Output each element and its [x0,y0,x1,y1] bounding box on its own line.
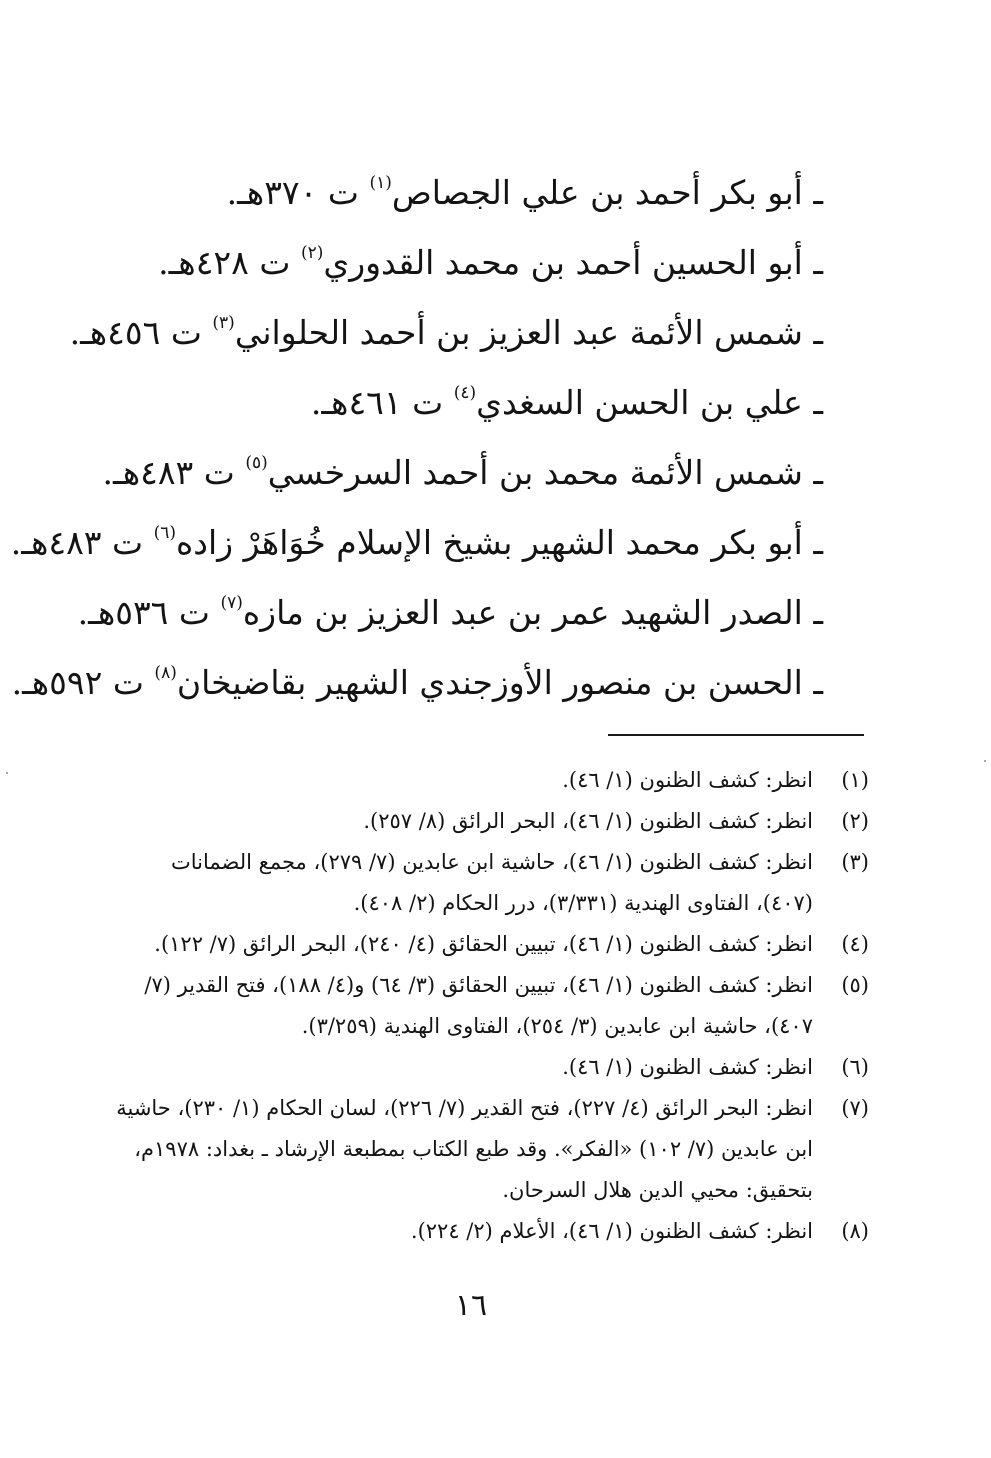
scholar-entry [77,578,823,648]
footnote-number: (١) [841,768,869,792]
scholar-entry [10,508,823,578]
scan-speck [6,772,8,774]
scholar-entry [123,228,823,298]
footnote-text: انظر: كشف الظنون (١/ ٤٦). [562,1055,813,1079]
scholar-name: ـ شمس الأئمة عبد العزيز بن أحمد الحلواني [234,313,823,352]
footnote-text: انظر: كشف الظنون (١/ ٤٦)، الأعلام (٢/ ٢٢٤). [410,1219,813,1243]
scholar-entry [123,158,823,228]
footnote-number: (٢) [841,809,869,833]
footnote-ref: (٨) [154,663,177,683]
footnotes-list [114,760,869,1252]
footnote-separator [608,734,864,736]
scholar-entry [123,368,823,438]
footnote-number: (٨) [841,1219,869,1243]
footnote-ref: (٣) [212,313,235,333]
scholars-list [10,158,823,718]
footnote-ref: (٢) [300,243,324,263]
scholar-name: ـ علي بن الحسن السغدي [476,383,823,422]
footnote-number: (٣) [841,850,869,874]
death-date: ت ٤٢٨هـ. [158,243,291,282]
footnote-text: انظر: البحر الرائق (٤/ ٢٢٧)، فتح القدير (٧/ ٢٢٦)، لسان الحكام (١/ ٢٣٠)، حاشية ابن عابدين (٧/ ١٠٢) «الفكر». وقد طبع الكتاب بمطبعة الإرشاد ـ بغداد: ١٩٧٨م، بتحقيق: محيي الدين هلال السرحان. [116,1096,813,1202]
death-date: ت ٥٣٦هـ. [77,593,210,632]
footnote-ref: (٦) [153,523,177,543]
scholar-entry [69,298,823,368]
footnote [114,1088,869,1211]
scholar-name: ـ الحسن بن منصور الأوزجندي الشهير بقاضيخان [176,663,823,702]
footnote-ref: (٧) [220,593,243,613]
scholar-entry [102,438,823,508]
scholar-entry [11,648,823,718]
footnote-text: انظر: كشف الظنون (١/ ٤٦)، البحر الرائق (٨/ ٢٥٧). [363,809,813,833]
death-date: ت ٤٨٣هـ. [102,453,235,492]
scholar-name: ـ أبو بكر أحمد بن علي الجصاص [391,173,823,212]
scholar-name: ـ شمس الأئمة محمد بن أحمد السرخسي [267,453,823,492]
footnote [114,842,869,924]
scholar-name: ـ الصدر الشهيد عمر بن عبد العزيز بن مازه [242,593,823,632]
death-date: ت ٤٥٦هـ. [69,313,202,352]
footnote [114,965,869,1047]
footnote-text: انظر: كشف الظنون (١/ ٤٦)، تبيين الحقائق (٤/ ٢٤٠)، البحر الرائق (٧/ ١٢٢). [154,932,813,956]
scholar-name: ـ أبو الحسين أحمد بن محمد القدوري [323,243,823,282]
footnote-number: (٥) [841,973,869,997]
scan-speck [984,760,986,762]
footnote-ref: (٤) [453,383,477,403]
death-date: ت ٥٩٢هـ. [11,663,144,702]
footnote-ref: (١) [369,173,392,193]
footnote [114,801,869,842]
death-date: ت ٤٨٣هـ. [10,523,144,562]
footnote-number: (٧) [841,1096,869,1120]
scholar-name: ـ أبو بكر محمد الشهير بشيخ الإسلام خُوَاهَرْ زاده [176,523,823,562]
death-date: ت ٣٧٠هـ. [226,173,359,212]
death-date: ت ٤٦١هـ. [310,383,444,422]
footnote [114,924,869,965]
footnote-number: (٦) [841,1055,869,1079]
page-number: ١٦ [454,1288,488,1323]
footnote [114,760,869,801]
footnote-text: انظر: كشف الظنون (١/ ٤٦)، تبيين الحقائق (٣/ ٦٤) و(٤/ ١٨٨)، فتح القدير (٧/ ٤٠٧)، حاشية ابن عابدين (٣/ ٢٥٤)، الفتاوى الهندية (٣/٢٥٩). [144,973,813,1038]
footnote [114,1047,869,1088]
footnote-ref: (٥) [245,453,268,473]
footnote-text: انظر: كشف الظنون (١/ ٤٦). [562,768,813,792]
footnote-text: انظر: كشف الظنون (١/ ٤٦)، حاشية ابن عابدين (٧/ ٢٧٩)، مجمع الضمانات (٤٠٧)، الفتاوى الهندية (٣/٣٣١)، درر الحكام (٢/ ٤٠٨). [170,850,813,915]
footnote [114,1211,869,1252]
footnote-number: (٤) [841,932,869,956]
